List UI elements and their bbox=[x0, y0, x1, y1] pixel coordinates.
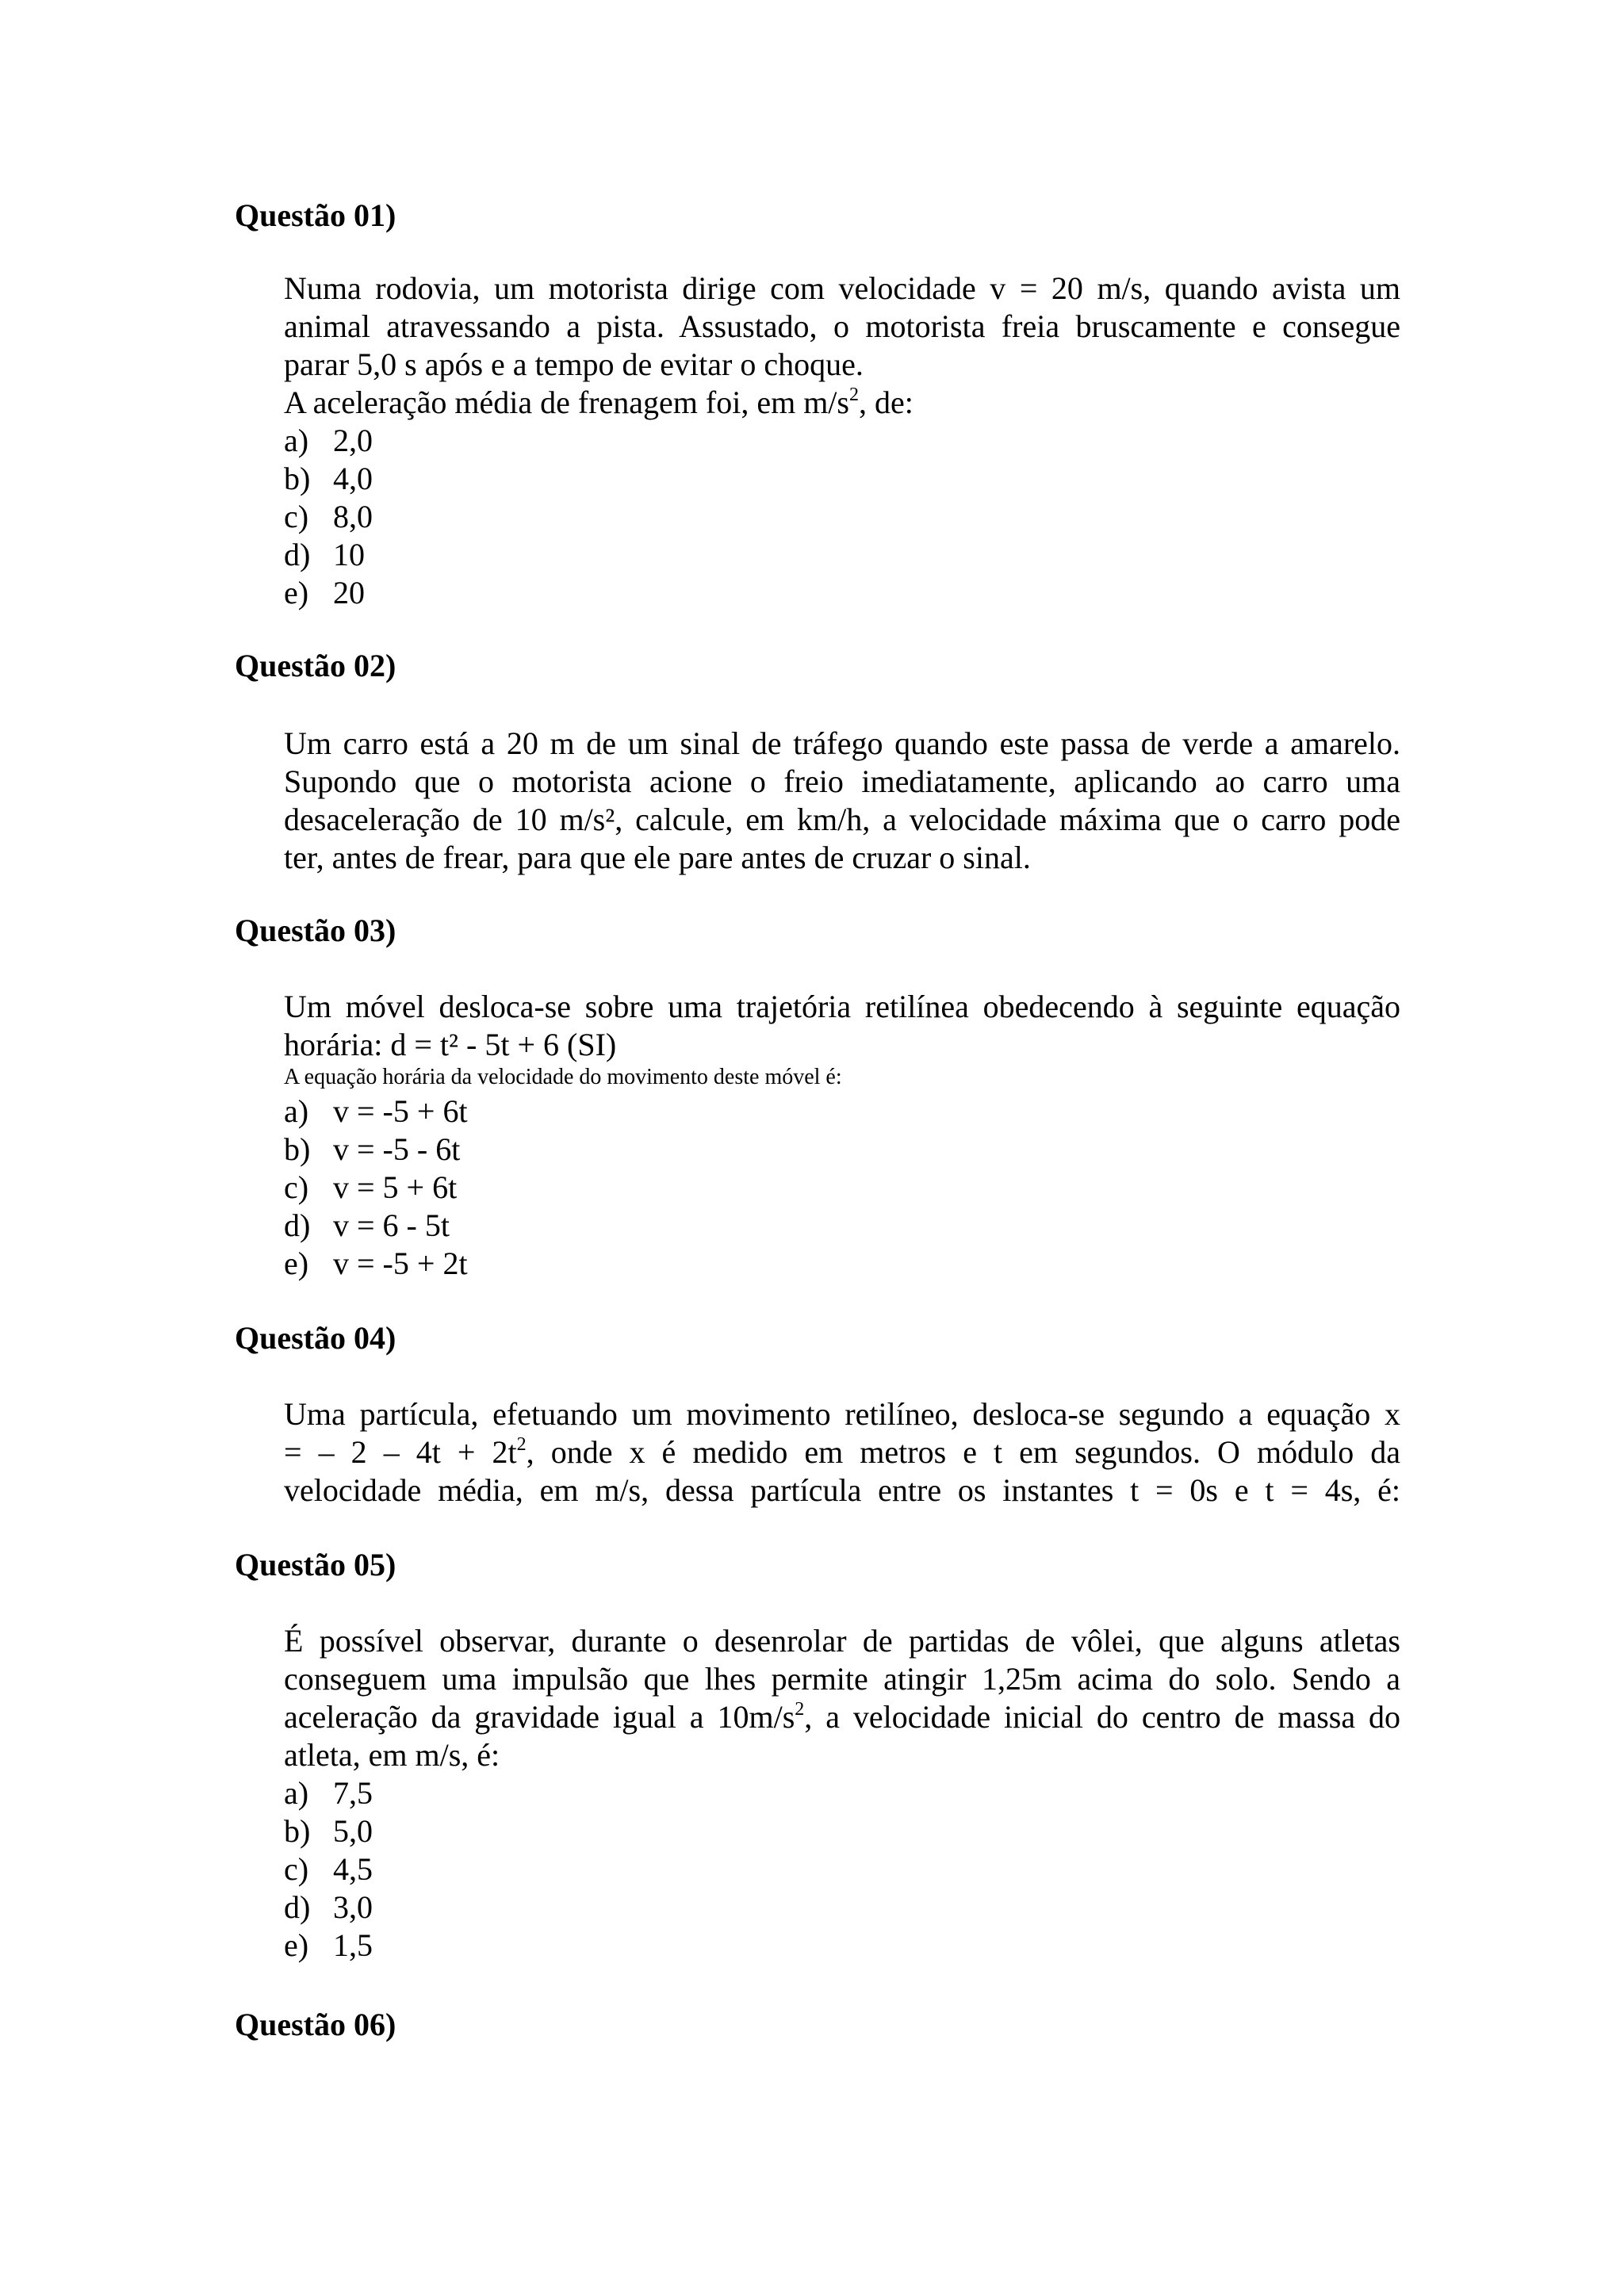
question-3-title: Questão 03) bbox=[235, 913, 396, 948]
option-text: 10 bbox=[333, 537, 365, 572]
question-3-option-b bbox=[284, 1131, 1400, 1169]
option-text: 3,0 bbox=[333, 1889, 373, 1925]
option-text: 4,0 bbox=[333, 461, 373, 496]
option-letter: c) bbox=[284, 1851, 309, 1887]
option-letter: e) bbox=[284, 1246, 309, 1281]
option-letter: d) bbox=[284, 1207, 311, 1243]
option-letter: c) bbox=[284, 499, 309, 534]
option-text: 5,0 bbox=[333, 1813, 373, 1849]
question-2-title: Questão 02) bbox=[235, 648, 396, 683]
question-3-prompt: A equação horária da velocidade do movimento deste móvel é: bbox=[284, 1065, 842, 1089]
question-5-line-3 bbox=[284, 1698, 1400, 1736]
question-6-title: Questão 06) bbox=[235, 2007, 396, 2042]
question-5-option-b bbox=[284, 1812, 1400, 1850]
question-1-prompt bbox=[284, 384, 1400, 422]
question-5-option-d bbox=[284, 1888, 1400, 1927]
question-3-option-d bbox=[284, 1207, 1400, 1245]
question-4-body bbox=[284, 1395, 1400, 1510]
question-5-option-e bbox=[284, 1927, 1400, 1965]
question-1-prompt-end: , de: bbox=[859, 385, 914, 420]
option-letter: a) bbox=[284, 423, 309, 458]
question-3-body bbox=[284, 988, 1400, 1283]
question-2-line-2: Supondo que o motorista acione o freio imediatamente, aplicando ao carro uma bbox=[284, 763, 1400, 799]
question-3-option-e bbox=[284, 1245, 1400, 1283]
question-4-equation-sup: 2 bbox=[516, 1434, 527, 1455]
option-text: v = -5 - 6t bbox=[333, 1131, 461, 1167]
question-4-line-3: velocidade média, em m/s, dessa partícula entre os instantes t = 0s e t = 4s, é: bbox=[284, 1472, 1400, 1508]
question-4-line-2 bbox=[284, 1433, 1400, 1471]
question-3-option-a bbox=[284, 1093, 1400, 1131]
question-1-prompt-text: A aceleração média de frenagem foi, em m/s bbox=[284, 385, 849, 420]
question-1-title: Questão 01) bbox=[235, 197, 396, 233]
option-letter: d) bbox=[284, 537, 311, 572]
question-2-line-4: ter, antes de frear, para que ele pare antes de cruzar o sinal. bbox=[284, 840, 1031, 875]
question-1-body bbox=[284, 270, 1400, 612]
option-letter: c) bbox=[284, 1169, 309, 1205]
question-1-option-d bbox=[284, 536, 1400, 574]
option-text: 1,5 bbox=[333, 1927, 373, 1963]
option-letter: b) bbox=[284, 1813, 311, 1849]
option-letter: a) bbox=[284, 1775, 309, 1811]
option-text: 8,0 bbox=[333, 499, 373, 534]
question-4-line-2-end: , onde x é medido em metros e t em segundos. O módulo da bbox=[526, 1434, 1400, 1470]
option-letter: b) bbox=[284, 461, 311, 496]
question-1-line-1: Numa rodovia, um motorista dirige com velocidade v = 20 m/s, quando avista um bbox=[284, 270, 1400, 306]
option-text: v = -5 + 2t bbox=[333, 1246, 468, 1281]
option-text: 20 bbox=[333, 575, 365, 610]
question-1-option-a bbox=[284, 422, 1400, 460]
question-5-title: Questão 05) bbox=[235, 1547, 396, 1582]
question-4-title: Questão 04) bbox=[235, 1320, 396, 1356]
option-text: v = -5 + 6t bbox=[333, 1093, 468, 1129]
question-3-option-c bbox=[284, 1169, 1400, 1207]
question-5-line-4: atleta, em m/s, é: bbox=[284, 1737, 500, 1773]
question-2-line-3: desaceleração de 10 m/s², calcule, em km/h, a velocidade máxima que o carro pode bbox=[284, 802, 1400, 837]
question-1-line-2: animal atravessando a pista. Assustado, o motorista freia bruscamente e consegue bbox=[284, 308, 1400, 344]
option-text: 7,5 bbox=[333, 1775, 373, 1811]
question-1-line-3: parar 5,0 s após e a tempo de evitar o choque. bbox=[284, 346, 864, 382]
question-3-line-1: Um móvel desloca-se sobre uma trajetória retilínea obedecendo à seguinte equação bbox=[284, 989, 1400, 1024]
question-5-body bbox=[284, 1622, 1400, 1965]
option-text: v = 6 - 5t bbox=[333, 1207, 450, 1243]
question-1-option-c bbox=[284, 498, 1400, 536]
option-text: v = 5 + 6t bbox=[333, 1169, 458, 1205]
question-5-line-3-text: aceleração da gravidade igual a 10m/s bbox=[284, 1699, 795, 1735]
option-text: 4,5 bbox=[333, 1851, 373, 1887]
question-3-line-2: horária: d = t² - 5t + 6 (SI) bbox=[284, 1027, 617, 1062]
option-letter: a) bbox=[284, 1093, 309, 1129]
option-text: 2,0 bbox=[333, 423, 373, 458]
question-4-equation: = – 2 – 4t + 2t bbox=[284, 1434, 517, 1470]
question-5-option-c bbox=[284, 1850, 1400, 1888]
question-5-line-1: É possível observar, durante o desenrolar de partidas de vôlei, que alguns atletas bbox=[284, 1623, 1400, 1659]
question-1-prompt-sup: 2 bbox=[849, 385, 859, 405]
question-1-option-e bbox=[284, 574, 1400, 612]
question-4-line-1: Uma partícula, efetuando um movimento retilíneo, desloca-se segundo a equação x bbox=[284, 1396, 1400, 1432]
option-letter: d) bbox=[284, 1889, 311, 1925]
option-letter: e) bbox=[284, 575, 309, 610]
question-1-option-b bbox=[284, 460, 1400, 498]
option-letter: b) bbox=[284, 1131, 311, 1167]
question-5-line-3-sup: 2 bbox=[795, 1699, 805, 1720]
question-2-line-1: Um carro está a 20 m de um sinal de tráfego quando este passa de verde a amarelo. bbox=[284, 725, 1400, 761]
question-5-line-3-end: , a velocidade inicial do centro de massa do bbox=[804, 1699, 1401, 1735]
question-5-option-a bbox=[284, 1774, 1400, 1812]
question-2-body bbox=[284, 725, 1400, 877]
option-letter: e) bbox=[284, 1927, 309, 1963]
question-5-line-2: conseguem uma impulsão que lhes permite atingir 1,25m acima do solo. Sendo a bbox=[284, 1661, 1400, 1697]
